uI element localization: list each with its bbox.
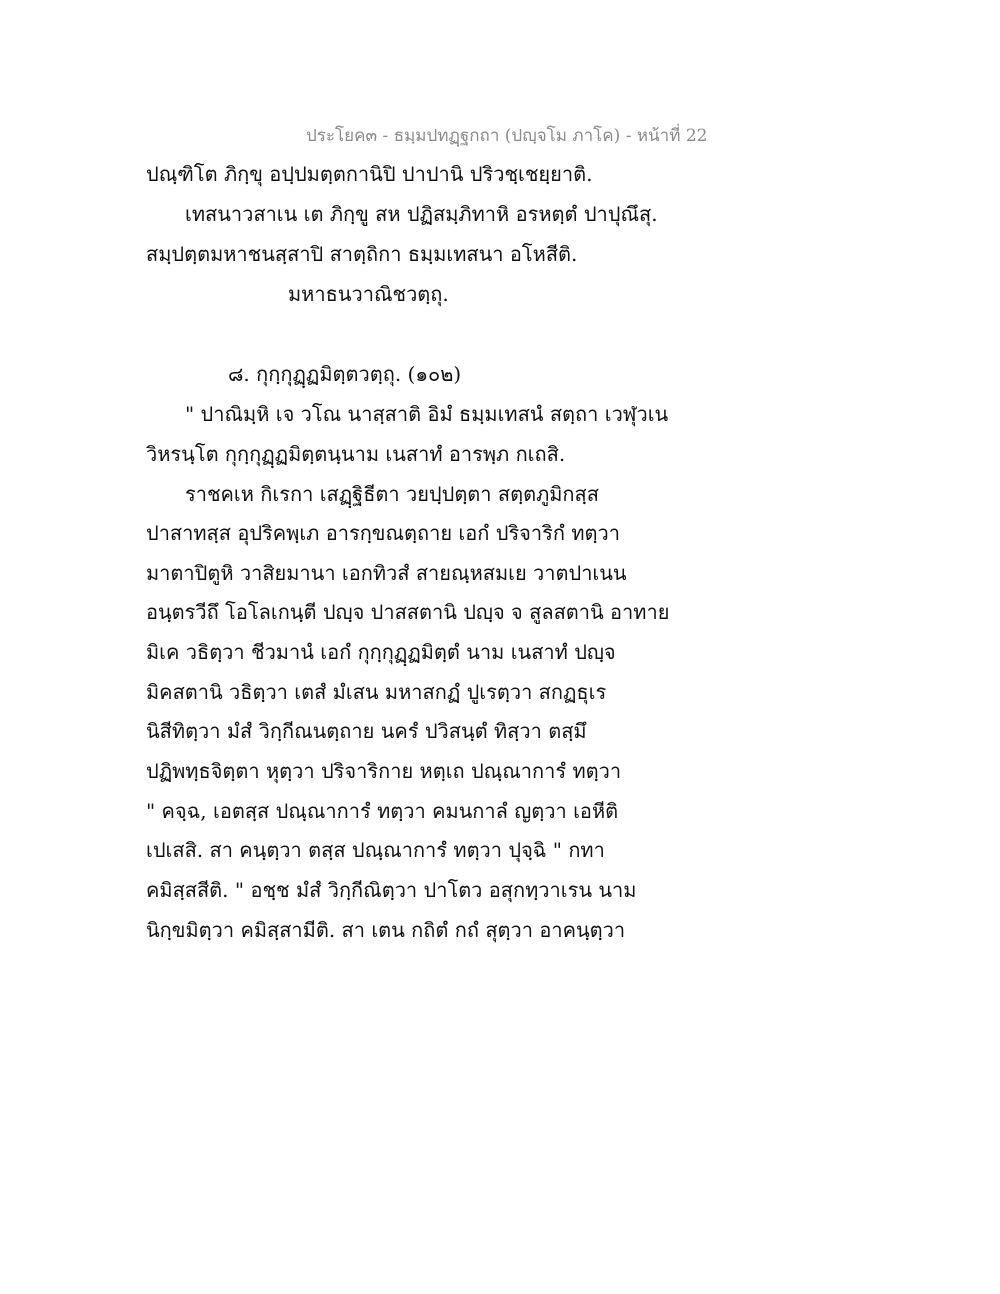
body-line-10: มาตาปิตูหิ วาสิยมานา เอกทิวสํ สายณฺหสมเย วาตปาเนน <box>146 561 627 585</box>
body-line-16: " คจฺฉ, เอตสฺส ปณฺณาการํ ทตฺวา คมนกาลํ ญตฺวา เอหีติ <box>146 799 619 823</box>
body-line-11: อนฺตรวีถึ โอโลเกนฺตี ปญฺจ ปาสสตานิ ปญฺจ จ สูลสตานิ อาทาย <box>146 600 670 624</box>
body-line-6: " ปาณิมฺหิ เจ วโณ นาสฺสาติ อิมํ ธมฺมเทสนํ สตฺถา เวฬุวเน <box>185 402 669 426</box>
section-closing-title: มหาธนวาณิชวตฺถุ. <box>288 282 449 306</box>
body-line-15: ปฏิพทฺธจิตฺตา หุตฺวา ปริจาริกาย หตฺเถ ปณฺณาการํ ทตฺวา <box>146 759 622 783</box>
section-heading: ๘. กุกฺกุฏฺฏมิตฺตวตฺถุ. (๑๐๒) <box>228 362 462 386</box>
body-line-13: มิคสตานิ วธิตฺวา เตสํ มํเสน มหาสกฏํ ปูเรตฺวา สกฏธุเร <box>146 680 607 704</box>
body-line-9: ปาสาทสฺส อุปริคพฺเภ อารกฺขณตฺถาย เอกํ ปริจาริกํ ทตฺวา <box>146 521 620 545</box>
body-line-3: สมฺปตฺตมหาชนสฺสาปิ สาตฺถิกา ธมฺมเทสนา อโหสีติ. <box>146 242 578 266</box>
body-line-14: นิสีทิตฺวา มํสํ วิกฺกีณนตฺถาย นครํ ปวิสนฺตํ ทิสฺวา ตสฺมึ <box>146 719 587 743</box>
body-line-12: มิเค วธิตฺวา ชีวมานํ เอกํ กุกฺกุฏฺฏมิตฺตํ นาม เนสาทํ ปญฺจ <box>146 640 616 664</box>
body-line-8: ราชคเห กิเรกา เสฏฺฐิธีตา วยปฺปตฺตา สตฺตภูมิกสฺส <box>185 482 599 506</box>
body-line-18: คมิสฺสสีติ. " อชฺช มํสํ วิกฺกีณิตฺวา ปาโตว อสุกทฺวาเรน นาม <box>146 878 637 902</box>
body-line-1: ปณฺฑิโต ภิกฺขุ อปฺปมตฺตกานิปิ ปาปานิ ปริวชฺเชยฺยาติ. <box>146 162 593 186</box>
body-line-17: เปเสสิ. สา คนฺตฺวา ตสฺส ปณฺณาการํ ทตฺวา ปุจฺฉิ " กทา <box>146 838 605 862</box>
body-line-2: เทสนาวสาเน เต ภิกฺขู สห ปฏิสมฺภิทาหิ อรหตฺตํ ปาปุณึสุ. <box>185 202 658 226</box>
page-header: ประโยค๓ - ธมฺมปทฏฺฐกถา (ปญฺจโม ภาโค) - หน้าที่ 22 <box>306 126 708 146</box>
body-line-7: วิหรนฺโต กุกฺกุฏฺฏมิตฺตนฺนาม เนสาทํ อารพฺภ กเถสิ. <box>146 442 566 466</box>
body-line-19: นิกฺขมิตฺวา คมิสฺสามีติ. สา เตน กถิตํ กถํ สุตฺวา อาคนฺตฺวา <box>146 918 626 942</box>
